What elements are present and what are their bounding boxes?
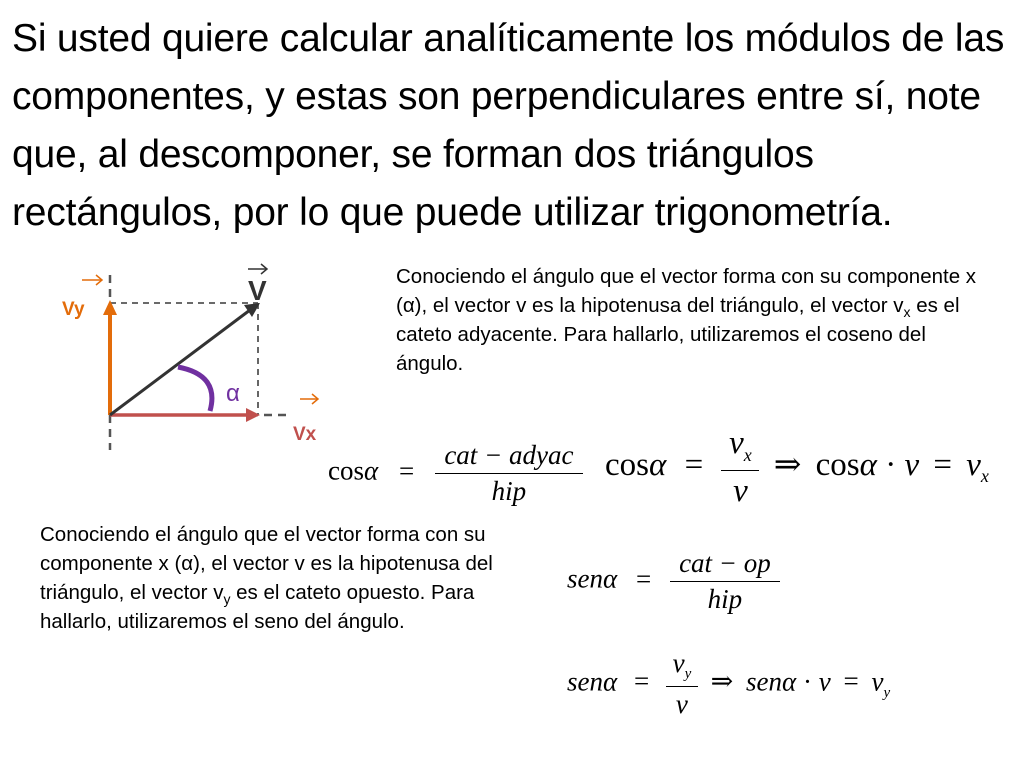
fraction	[721, 425, 759, 510]
angle-label: α	[226, 380, 240, 407]
cos-func: cos	[815, 446, 860, 483]
sine-explanation-text: Conociendo el ángulo que el vector forma con su componente x (α), el vector v es la hipotenusa del triángulo, el vector v	[40, 523, 493, 604]
vx-arrowhead	[246, 408, 260, 422]
equals-sign: =	[843, 666, 859, 697]
sen-func: sen	[746, 666, 783, 697]
alpha-symbol: α	[603, 666, 618, 697]
cos-solve-formula	[605, 425, 989, 510]
denominator: v	[675, 689, 688, 720]
fraction	[666, 648, 698, 720]
denominator: hip	[491, 476, 527, 506]
sine-explanation-text-end: es el cateto opuesto. Para hallarlo, utilizaremos el seno del ángulo.	[40, 581, 475, 633]
implies-arrow: ⇒	[710, 666, 734, 697]
fraction	[435, 440, 583, 507]
subscript-y: y	[223, 591, 231, 608]
slide-title: Si usted quiere calcular analíticamente los módulos de las componentes, y estas son perpendiculares entre sí, note que, al descomponer, se forman dos triángulos rectángulos, por lo que puede utilizar trigonometría.	[12, 17, 1005, 234]
vector-v-label: V	[248, 275, 267, 306]
vx-label: Vx	[293, 424, 317, 445]
alpha-symbol: α	[859, 446, 877, 483]
v-symbol: v	[818, 666, 831, 697]
dot-operator: ·	[885, 446, 897, 483]
vector-v-overarrow	[248, 264, 267, 274]
cosine-explanation	[396, 262, 996, 378]
equals-sign: =	[398, 455, 415, 486]
cosine-explanation-text: Conociendo el ángulo que el vector forma con su componente x (α), el vector v es la hipotenusa del triángulo, el vector v	[396, 265, 977, 317]
sen-func: sen	[567, 563, 603, 594]
dot-operator: ·	[802, 666, 812, 697]
denominator: hip	[707, 584, 743, 614]
equals-sign: =	[635, 563, 652, 594]
equals-sign: =	[933, 446, 952, 483]
vy-label: Vy	[62, 299, 85, 320]
equals-sign: =	[684, 446, 704, 483]
implies-arrow: ⇒	[773, 446, 802, 483]
alpha-symbol: α	[603, 563, 618, 594]
denominator: v	[733, 472, 748, 509]
subscript-y: y	[684, 666, 692, 683]
cos-func: cos	[328, 455, 364, 486]
sen-solve-formula	[567, 648, 890, 720]
v-symbol: v	[966, 446, 981, 483]
alpha-symbol: α	[782, 666, 797, 697]
cosine-explanation-text-end: es el cateto adyacente. Para hallarlo, utilizaremos el coseno del ángulo.	[396, 294, 960, 375]
cos-definition-formula	[328, 440, 583, 507]
alpha-symbol: α	[649, 446, 667, 483]
v-symbol: v	[871, 666, 884, 697]
subscript-x: x	[903, 304, 911, 321]
numerator-v: v	[729, 425, 744, 461]
subscript-x: x	[980, 466, 989, 487]
vx-overarrow	[300, 394, 318, 404]
subscript-y: y	[883, 684, 891, 701]
numerator-v: v	[672, 648, 685, 678]
equals-sign: =	[633, 666, 650, 697]
vy-overarrow	[82, 275, 102, 285]
fraction	[670, 548, 780, 615]
sen-definition-formula	[567, 548, 780, 615]
sen-func: sen	[567, 666, 603, 697]
angle-arc	[178, 367, 212, 411]
numerator: cat − adyac	[444, 440, 574, 470]
cos-func: cos	[605, 446, 649, 483]
numerator: cat − op	[679, 548, 771, 578]
vector-decomposition-diagram	[60, 255, 360, 460]
alpha-symbol: α	[364, 455, 379, 486]
sine-explanation	[40, 520, 530, 636]
subscript-x: x	[743, 444, 752, 465]
v-symbol: v	[904, 446, 920, 483]
